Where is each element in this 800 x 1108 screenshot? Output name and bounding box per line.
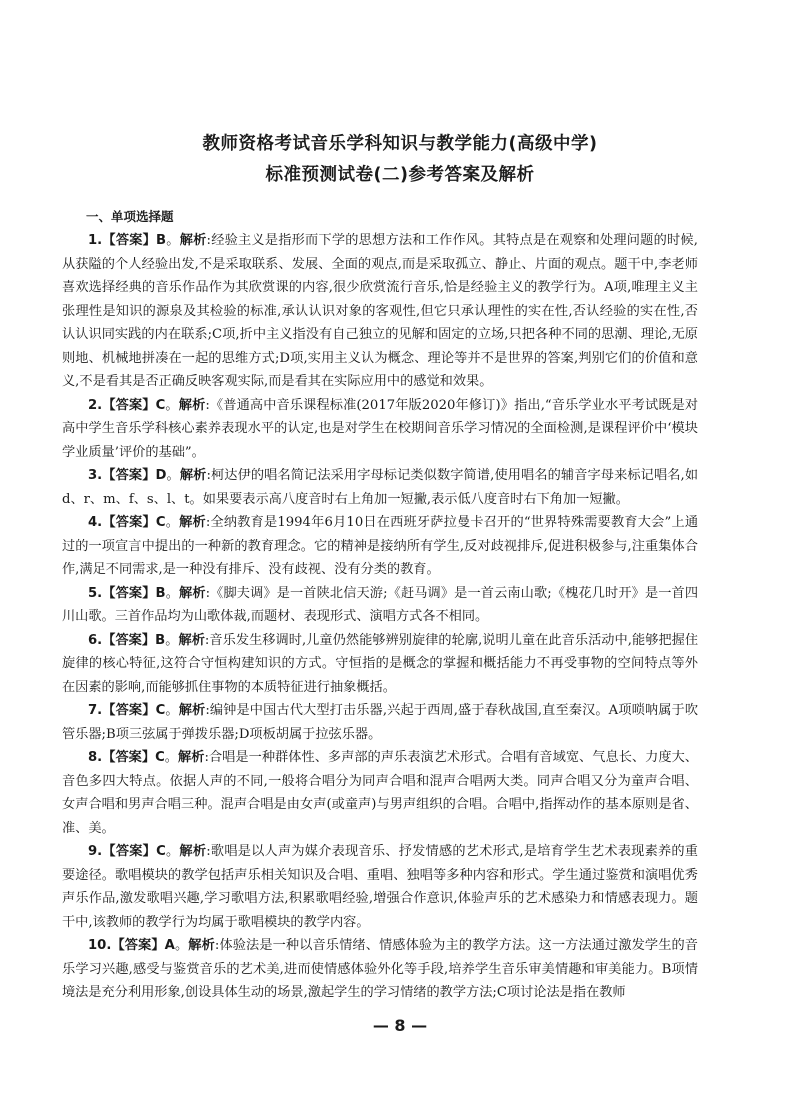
answer-list	[62, 229, 698, 1005]
page-title-line1: 教师资格考试音乐学科知识与教学能力(高级中学)	[202, 134, 598, 154]
answer-item-10: 10.【答案】A。解析:体验法是一种以音乐情绪、情感体验为主的教学方法。这一方法通过激发学生的音乐学习兴趣,感受与鉴赏音乐的艺术美,进而使情感体验外化等手段,培养学生音乐审美情趣和审美能力。B项情境法是充分利用形象,创设具体生动的场景,激起学生的学习情绪的教学方法;C项讨论法是指在教师	[62, 938, 698, 1000]
answer-item-9: 9.【答案】C。解析:歌唱是以人声为媒介表现音乐、抒发情感的艺术形式,是培育学生艺术表现素养的重要途径。歌唱模块的教学包括声乐相关知识及合唱、重唱、独唱等多种内容和形式。学生通过鉴赏和演唱优秀声乐作品,激发歌唱兴趣,学习歌唱方法,积累歌唱经验,增强合作意识,体验声乐的艺术感染力和情感表现力。题干中,该教师的教学行为均属于歌唱模块的教学内容。	[62, 844, 698, 930]
answer-item-7: 7.【答案】C。解析:编钟是中国古代大型打击乐器,兴起于西周,盛于春秋战国,直至秦汉。A项唢呐属于吹管乐器;B项三弦属于弹拨乐器;D项板胡属于拉弦乐器。	[62, 703, 699, 742]
answer-item-5: 5.【答案】B。解析:《脚夫调》是一首陕北信天游;《赶马调》是一首云南山歌;《槐花几时开》是一首四川山歌。三首作品均为山歌体裁,而题材、表现形式、演唱方式各不相同。	[62, 585, 699, 624]
answer-item-1: 1.【答案】B。解析:经验主义是指形而下学的思想方法和工作作风。其特点是在观察和处理问题的时候,从获隘的个人经验出发,不是采取联系、发展、全面的观点,而是采取孤立、静止、片面的观点。题干中,李老师喜欢选择经典的音乐作品作为其欣赏课的内容,很少欣赏流行音乐,恰是经验主义的教学行为。A项,唯理主义主张理性是知识的源泉及其检验的标准,承认认识对象的客观性,但它只承认理性的实在性,否认经验的实在性,否认认识同实践的内在联系;C项,折中主义指没有自己独立的见解和固定的立场,只把各种不同的思潮、理论,无原则地、机械地拼凑在一起的思维方式;D项,实用主义认为概念、理论等并不是世界的答案,判别它们的价值和意义,不是看其是否正确反映客观实际,而是看其在实际应用中的感觉和效果。	[62, 233, 698, 389]
page-number: — 8 —	[372, 1016, 428, 1035]
answer-item-2: 2.【答案】C。解析:《普通高中音乐课程标准(2017年版2020年修订)》指出,“音乐学业水平考试既是对高中学生音乐学科核心素养表现水平的认定,也是对学生在校期间音乐学习情况的全面检测,是课程评价中‘模块学业质量’评价的基础”。	[62, 397, 699, 460]
answer-item-6: 6.【答案】B。解析:音乐发生移调时,儿童仍然能够辨别旋律的轮廓,说明儿童在此音乐活动中,能够把握住旋律的核心特征,这符合守恒构建知识的方式。守恒指的是概念的掌握和概括能力不再受事物的空间特点等外在因素的影响,而能够抓住事物的本质特征进行抽象概括。	[62, 632, 699, 695]
page-title-line2: 标准预测试卷(二)参考答案及解析	[265, 165, 535, 185]
section-title: 一、单项选择题	[86, 209, 174, 224]
answer-item-4: 4.【答案】C。解析:全纳教育是1994年6月10日在西班牙萨拉曼卡召开的“世界特殊需要教育大会”上通过的一项宣言中提出的一种新的教育理念。它的精神是接纳所有学生,反对歧视排斥,促进积极参与,注重集体合作,满足不同需求,是一种没有排斥、没有歧视、没有分类的教育。	[62, 515, 699, 577]
answer-item-8: 8.【答案】C。解析:合唱是一种群体性、多声部的声乐表演艺术形式。合唱有音域宽、气息长、力度大、音色多四大特点。依据人声的不同,一般将合唱分为同声合唱和混声合唱两大类。同声合唱又分为童声合唱、女声合唱和男声合唱三种。混声合唱是由女声(或童声)与男声组织的合唱。合唱中,指挥动作的基本原则是省、准、美。	[62, 750, 698, 836]
answer-item-3: 3.【答案】D。解析:柯达伊的唱名简记法采用字母标记类似数字简谱,使用唱名的辅音字母来标记唱名,如d、r、m、f、s、l、t。如果要表示高八度音时右上角加一短撇,表示低八度音时右下角加一短撇。	[62, 468, 699, 507]
